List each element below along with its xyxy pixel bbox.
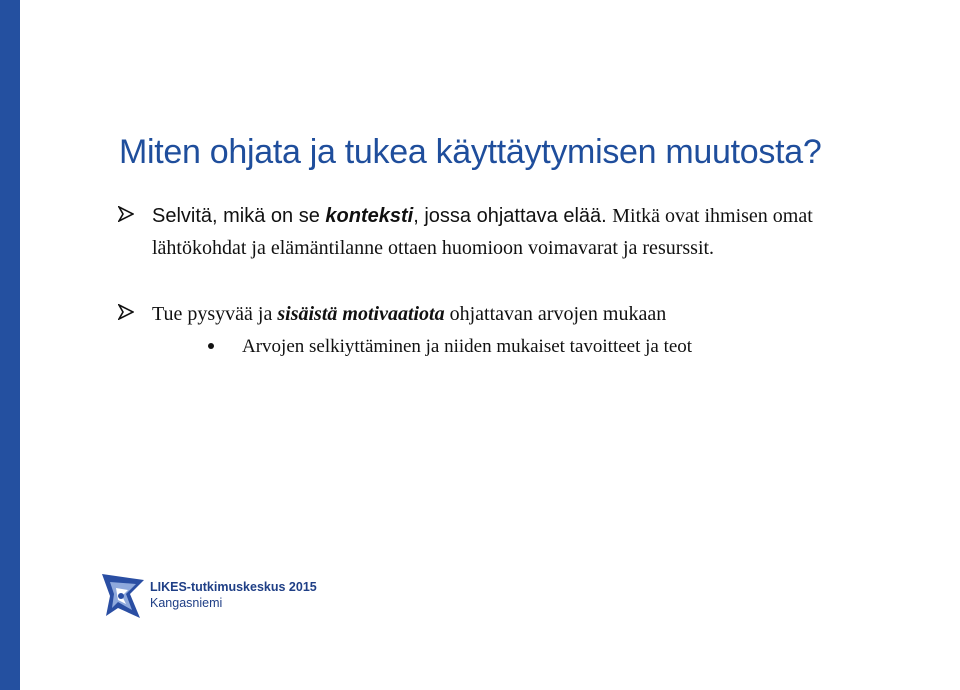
bullet-context-emphasis: konteksti (325, 205, 414, 227)
bullet-motivation-line (152, 298, 666, 330)
bullet-context-pre: Selvitä, mikä on se (152, 205, 326, 227)
bullet-context-tail: Mitkä ovat ihmisen omat (612, 205, 813, 227)
sub-bullet-item (208, 332, 692, 362)
bullet-motivation-emphasis: sisäistä motivaatiota (277, 303, 445, 325)
bullet-context-line-2: lähtökohdat ja elämäntilanne ottaen huomioon voimavarat ja resurssit. (152, 237, 715, 259)
bullet-motivation-post: ohjattavan arvojen mukaan (444, 303, 667, 325)
bullet-dot-icon (208, 343, 214, 349)
footer (100, 572, 360, 628)
slide-title: Miten ohjata ja tukea käyttäytymisen muutosta? (119, 133, 822, 171)
footer-place: Kangasniemi (150, 596, 223, 610)
bullet-context-post: , jossa ohjattava elää. (413, 205, 613, 227)
bullet-motivation-pre: Tue pysyvää ja (152, 303, 278, 325)
arrow-bullet-icon (118, 206, 134, 222)
likes-logo-icon (100, 572, 146, 620)
sub-bullet-text: Arvojen selkiyttäminen ja niiden mukaiset tavoitteet ja teot (242, 336, 693, 357)
footer-organization: LIKES-tutkimuskeskus 2015 (150, 580, 317, 594)
arrow-bullet-icon (118, 304, 134, 320)
left-accent-bar (0, 0, 20, 690)
bullet-context-line-1 (152, 200, 813, 232)
